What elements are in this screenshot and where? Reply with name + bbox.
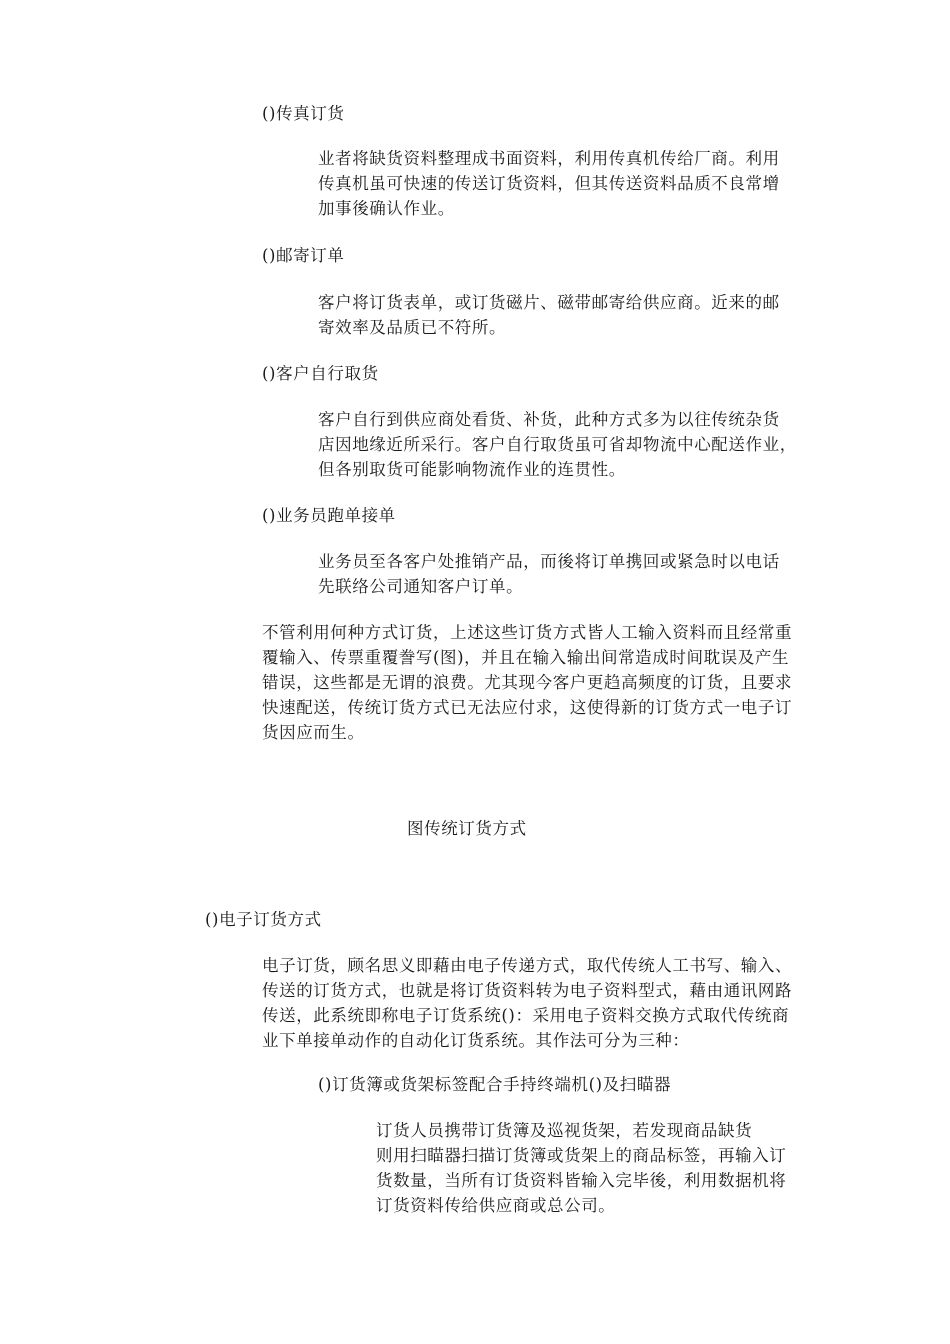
section-heading-mail-order: ()邮寄订单 bbox=[262, 246, 345, 265]
figure-caption: 图传统订货方式 bbox=[407, 819, 527, 838]
text-line: 订货人员携带订货簿及巡视货架，若发现商品缺货 bbox=[376, 1121, 753, 1140]
section-body-salesman-order bbox=[318, 549, 780, 599]
text-line: 先联络公司通知客户订单。 bbox=[318, 577, 524, 596]
text-line: 订货资料传给供应商或总公司。 bbox=[376, 1196, 616, 1215]
text-line: 客户将订货表单，或订货磁片、磁带邮寄给供应商。近来的邮 bbox=[318, 293, 780, 312]
text-line: 货因应而生。 bbox=[262, 723, 365, 742]
text-line: 业下单接单动作的自动化订货系统。其作法可分为三种： bbox=[262, 1031, 690, 1050]
section-body-self-pickup bbox=[318, 407, 797, 482]
text-line: 货数量，当所有订货资料皆输入完毕後，利用数据机将 bbox=[376, 1171, 787, 1190]
section-heading-self-pickup: ()客户自行取货 bbox=[262, 364, 379, 383]
text-line: 但各别取货可能影响物流作业的连贯性。 bbox=[318, 460, 626, 479]
subsection-heading-handheld-scanner: ()订货簿或货架标签配合手持终端机()及扫瞄器 bbox=[318, 1075, 672, 1094]
text-line: 则用扫瞄器扫描订货簿或货架上的商品标签，再输入订 bbox=[376, 1146, 787, 1165]
section-body-mail-order bbox=[318, 290, 780, 340]
text-line: 快速配送，传统订货方式已无法应付求，这使得新的订货方式一电子订 bbox=[262, 698, 793, 717]
section-body-fax-order bbox=[318, 146, 780, 221]
text-line: 加事後确认作业。 bbox=[318, 199, 455, 218]
subsection-body-handheld-scanner bbox=[376, 1118, 786, 1218]
text-line: 业务员至各客户处推销产品，而後将订单携回或紧急时以电话 bbox=[318, 552, 780, 571]
text-line: 错误，这些都是无谓的浪费。尤其现今客户更趋高频度的订货，且要求 bbox=[262, 673, 793, 692]
text-line: 传送的订货方式，也就是将订货资料转为电子资料型式，藉由通讯网路 bbox=[262, 981, 793, 1000]
text-line: 业者将缺货资料整理成书面资料，利用传真机传给厂商。利用 bbox=[318, 149, 780, 168]
text-line: 传真机虽可快速的传送订货资料，但其传送资料品质不良常增 bbox=[318, 174, 780, 193]
section-heading-electronic-order: ()电子订货方式 bbox=[205, 910, 322, 929]
text-line: 不管利用何种方式订货，上述这些订货方式皆人工输入资料而且经常重 bbox=[262, 623, 793, 642]
section-heading-salesman-order: ()业务员跑单接单 bbox=[262, 506, 396, 525]
text-line: 客户自行到供应商处看货、补货，此种方式多为以往传统杂货 bbox=[318, 410, 780, 429]
summary-paragraph bbox=[262, 620, 792, 745]
section-heading-fax-order: ()传真订货 bbox=[262, 104, 345, 123]
text-line: 电子订货，顾名思义即藉由电子传递方式，取代传统人工书写、输入、 bbox=[262, 956, 793, 975]
text-line: 覆输入、传票重覆誊写(图)，并且在输入输出间常造成时间耽误及产生 bbox=[262, 648, 790, 667]
section-body-electronic-order bbox=[262, 953, 792, 1053]
text-line: 传送，此系统即称电子订货系统()：采用电子资料交换方式取代传统商 bbox=[262, 1006, 790, 1025]
text-line: 店因地缘近所采行。客户自行取货虽可省却物流中心配送作业， bbox=[318, 435, 797, 454]
text-line: 寄效率及品质已不符所。 bbox=[318, 318, 507, 337]
